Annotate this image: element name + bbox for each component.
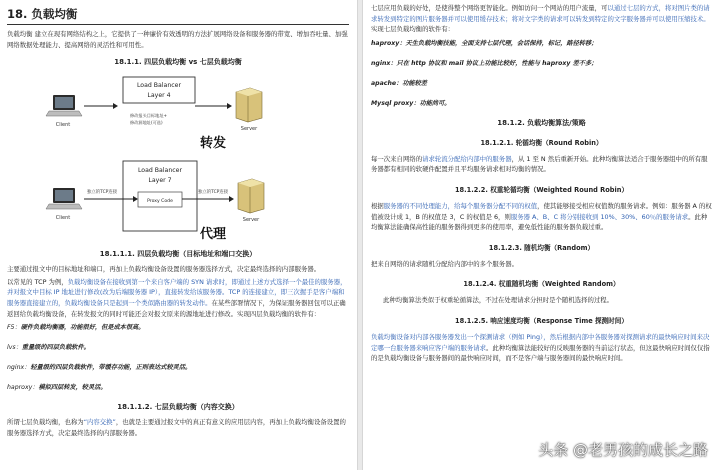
l7-paragraph-1	[7, 417, 349, 438]
item-value: 功能较差	[402, 79, 427, 87]
random-paragraph: 把来自网络的请求随机分配给内部中的多个服务器。	[371, 259, 518, 268]
text-run: ，也就是主要通过报文中的真正有意义的应用层内容，再加上负载均衡设备设置的服务器选择方式，决定最终选择的内部服务器。	[7, 418, 346, 437]
lb7-title: Load Balancer	[137, 167, 183, 175]
response-time-paragraph	[371, 332, 712, 364]
l4-paragraph-2	[7, 277, 349, 319]
tcp-out-label: 独立的TCP连接	[198, 190, 229, 196]
item-key: haproxy：	[7, 384, 39, 392]
lb4-box	[123, 77, 195, 103]
item-value: 天生负载均衡技能，全面支持七层代理，会话保持，标记，路径转移；	[405, 39, 598, 47]
item-value: 硬件负载均衡器，功能很好，但是成本很高。	[20, 324, 145, 332]
text-run: 所谓七层负载均衡，也称为	[7, 418, 84, 427]
lb4-title: Load Balancer	[136, 82, 182, 90]
item-key: lvs：	[7, 344, 22, 352]
heading-l4: 18.1.1.1. 四层负载均衡（目标地址和端口交换）	[99, 250, 257, 259]
laptop-icon	[46, 95, 82, 116]
highlight-run: 服务器 A、B、C 将分别接收到 10%、30%、60％的服务请求	[510, 212, 689, 221]
l4-software-item	[7, 362, 349, 373]
weighted-round-robin-paragraph	[371, 201, 712, 233]
weighted-random-paragraph: 此种均衡算法类似于权重轮循算法，不过在处理请求分担时是个随机选择的过程。	[383, 296, 614, 305]
heading-round-robin: 18.1.2.1. 轮循均衡（Round Robin）	[480, 138, 603, 147]
item-key: nginx：	[371, 59, 397, 67]
highlight-run: 请求轮流分配给内部中的服务器	[422, 154, 512, 163]
heading-algorithms: 18.1.2. 负载均衡算法/策略	[497, 118, 586, 127]
item-key: Mysql proxy：	[371, 99, 420, 107]
item-key: nginx：	[7, 364, 31, 372]
text-run: ，使其能够接受相应权值数的服务请求。例如：服务器 A 的权值被设计成 1，B 的权值是 3，C 的权值是 6，则	[371, 201, 712, 221]
load-balancer-diagram	[7, 73, 349, 241]
item-key: F5：	[7, 324, 21, 332]
l7-software-item	[371, 58, 712, 69]
intro-paragraph: 负载均衡 建立在现有网络结构之上，它提供了一种廉价有效透明的方法扩展网络设备和服务器的带宽、增加吞吐量、加强网络数据处理能力、提高网络的灵活性和可用性。	[7, 30, 348, 49]
zhuanfa-label: 转发	[200, 136, 227, 152]
highlight-run: 以通过七层的方式，将对图片类的请求转发到特定的图片服务器并可以使用缓存技术；将对文字类的请求可以转发到特定的文字服务器并可以使用压缩技术。	[371, 4, 710, 23]
laptop-icon	[46, 188, 82, 209]
heading-weighted-random: 18.1.2.4. 权重随机均衡（Weighted Random）	[463, 280, 620, 289]
text-run: 根据	[371, 201, 384, 210]
arrow-head	[229, 196, 234, 202]
heading-response-time: 18.1.2.5. 响应速度均衡（Response Time 探测时间）	[455, 316, 628, 325]
text-run: 。此种均衡算法能较好的反映服务器的当前运行状态，但这最快响应时间仅仅指的是负载均衡设备与服务器间的最快响应时间，而不是客户端与服务器间的最快响应时间。	[371, 343, 710, 363]
l7-software-item	[371, 78, 712, 89]
item-value: 轻量级的四层负载软件，带缓存功能，正则表达式较灵活。	[30, 364, 192, 372]
text-run: 在某些部署情况下，为保证服务器回包可以正确返回给负载均衡设备，在转发报文的同时可能还会对报文原来的源地址进行修改。实现四层负载均衡的软件有：	[7, 298, 346, 318]
text-run: 。此种均衡算法能确保高性能的服务器得到更多的使用率，避免低性能的服务器负载过重。	[371, 212, 708, 232]
l4-software-item	[7, 382, 349, 393]
lb4-layer: Layer 4	[147, 92, 171, 100]
heading-random: 18.1.2.3. 随机均衡（Random）	[488, 243, 595, 252]
l4-software-item	[7, 322, 349, 333]
right-page	[362, 0, 720, 470]
highlight-run: 负载均衡设备在接收到第一个来自客户端的 SYN 请求时，即通过上述方式选择一个最佳的服务器，并对报文中目标 IP 地址进行修改(改为后端服务器 IP），直接转发给该服务器。TCP 的连接建立，即三次握手是客户端和服务器直接建立的，负载均衡设备只是起到一个类似路由器的转发动作。	[7, 277, 347, 307]
tcp-in-label: 独立的TCP连接	[87, 190, 118, 196]
highlight-run: “内容交换”	[83, 418, 116, 427]
item-key: haproxy：	[371, 39, 406, 47]
server-label: Server	[242, 217, 260, 224]
arrow-head	[227, 103, 232, 109]
lb4-note-2: 修改源地址(可选)	[130, 120, 163, 126]
round-robin-paragraph	[371, 154, 712, 175]
highlight-run: 负载均衡设备对内部各服务器发出一个探测请求（例如 Ping），	[371, 332, 550, 341]
heading-l7: 18.1.1.2. 七层负载均衡（内容交换）	[117, 403, 239, 412]
l4-paragraph-1: 主要通过报文中的目标地址和端口，再加上负载均衡设备设置的服务器选择方式，决定最终选择的内部服务器。	[7, 265, 321, 274]
text-run: ，从 1 至 N 然后重新开始。此种均衡算法适合于服务器组中的所有服务器都有相同的软硬件配置并且平均服务请求相对均衡的情况。	[371, 154, 708, 174]
l7-software-item	[371, 38, 712, 49]
watermark: 头条 @老男孩的成长之路	[538, 441, 708, 459]
item-value: 重量级的四层负载软件。	[21, 344, 90, 352]
l7-benefits-paragraph	[371, 3, 712, 35]
heading-weighted-round-robin: 18.1.2.2. 权重轮循均衡（Weighted Round Robin）	[454, 185, 629, 194]
daili-label: 代理	[200, 227, 227, 242]
item-key: apache：	[371, 79, 403, 87]
proxy-label: Proxy Code	[147, 199, 173, 205]
server-icon	[238, 179, 264, 213]
lb7-layer: Layer 7	[148, 177, 172, 185]
server-label: Server	[240, 126, 258, 133]
left-page	[0, 0, 358, 470]
item-value: 模拟四层转发，较灵活。	[38, 384, 107, 392]
item-value: 功能尚可。	[419, 99, 451, 107]
item-value: 只在 http 协议和 mail 协议上功能比较好，性能与 haproxy 差不多；	[396, 59, 598, 67]
client-label: Client	[55, 122, 71, 129]
l7-software-item	[371, 98, 712, 109]
diagram-svg	[7, 73, 350, 241]
client-label: Client	[55, 215, 71, 222]
lb4-note-1: 修改报头目标地址+	[130, 113, 168, 119]
text-run: 实现七层负载均衡的软件有：	[371, 25, 455, 34]
text-run: 以常见的 TCP 为例，	[7, 277, 68, 286]
text-run: 每一次来自网络的	[371, 154, 423, 163]
server-icon	[236, 88, 262, 122]
highlight-run: 服务器的不同处理能力，给每个服务器分配不同的权值	[383, 201, 538, 210]
highlight-run: 然后根据内部中各服务器对探测请求的最快响应时间来决定哪一台服务器来响应客户端的服务请求	[371, 332, 710, 352]
arrow-head	[113, 103, 118, 109]
text-run: 七层应用负载的好处，是使得整个网络更智能化。例如访问一个网站的用户流量，可	[371, 4, 608, 12]
heading-l4-vs-l7: 18.1.1. 四层负载均衡 vs 七层负载均衡	[114, 58, 242, 67]
l4-software-item	[7, 342, 349, 353]
section-title: 18. 负载均衡	[7, 6, 349, 25]
